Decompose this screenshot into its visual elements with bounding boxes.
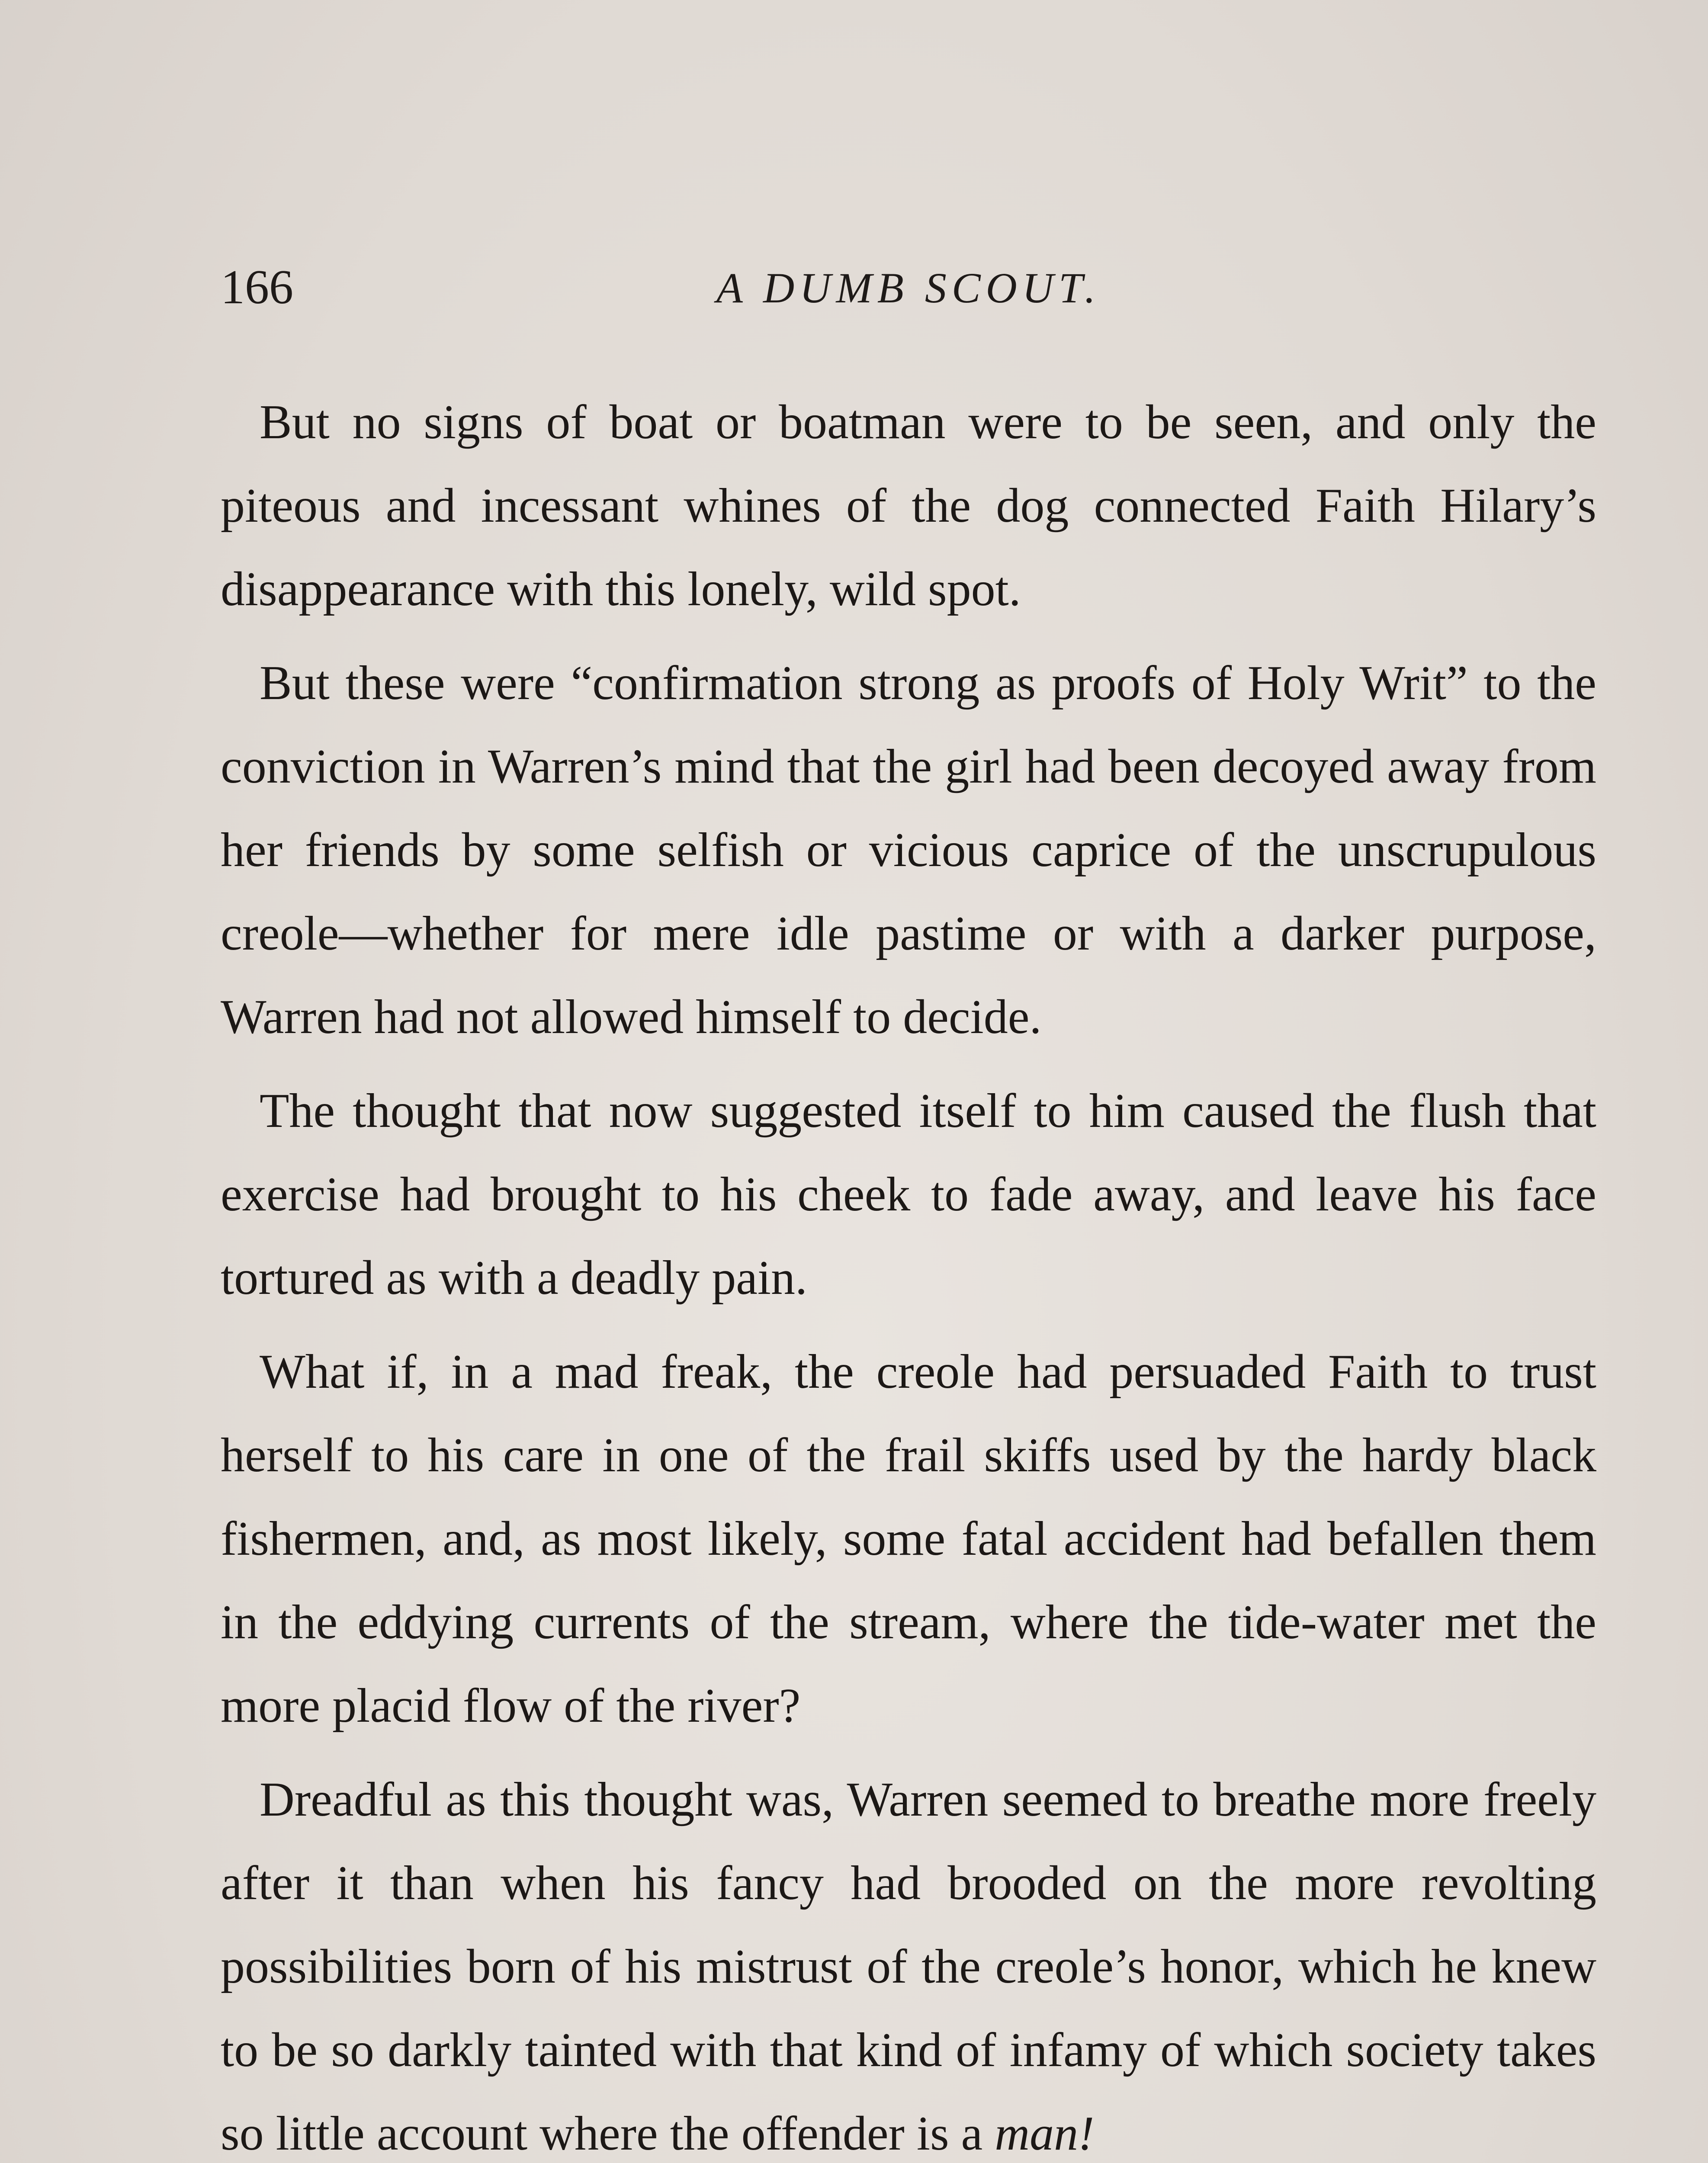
body-text [221,381,1596,2163]
paragraph [221,1758,1596,2163]
paragraph-text: But these were “confirmation strong as proofs of Holy Writ” to the conviction in Warren’s mind that the girl had been decoyed away from her friends by some selfish or vicious caprice of the unscrupulous creole—whether for mere idle pastime or with a darker purpose, Warren had not allowed himself to decide. [221,656,1596,1044]
emphasis-text: man! [995,2107,1095,2160]
paragraph [221,381,1596,631]
running-head: A DUMB SCOUT. [716,264,1101,312]
paragraph-text: Dreadful as this thought was, Warren seemed to breathe more freely after it than when his fancy had brooded on the more revolting possibilities born of his mistrust of the creole’s honor, which he knew to be so darkly tainted with that kind of infamy of which society takes so little account where the offender is a [221,1773,1596,2160]
page-number: 166 [221,260,293,314]
paragraph-text: The thought that now suggested itself to him caused the flush that exercise had brought to his cheek to fade away, and leave his face tortured as with a deadly pain. [221,1084,1596,1305]
paragraph [221,1069,1596,1320]
page-header [221,242,1596,329]
paragraph [221,642,1596,1059]
paragraph [221,1330,1596,1748]
paragraph-text: But no signs of boat or boatman were to be seen, and only the piteous and incessant whines of the dog connected Faith Hilary’s disappearance with this lonely, wild spot. [221,395,1596,616]
paragraph-text: What if, in a mad freak, the creole had persuaded Faith to trust herself to his care in one of the frail skiffs used by the hardy black fishermen, and, as most likely, some fatal accident had befallen them in the eddying currents of the stream, where the tide-water met the more placid flow of the river? [221,1345,1596,1733]
